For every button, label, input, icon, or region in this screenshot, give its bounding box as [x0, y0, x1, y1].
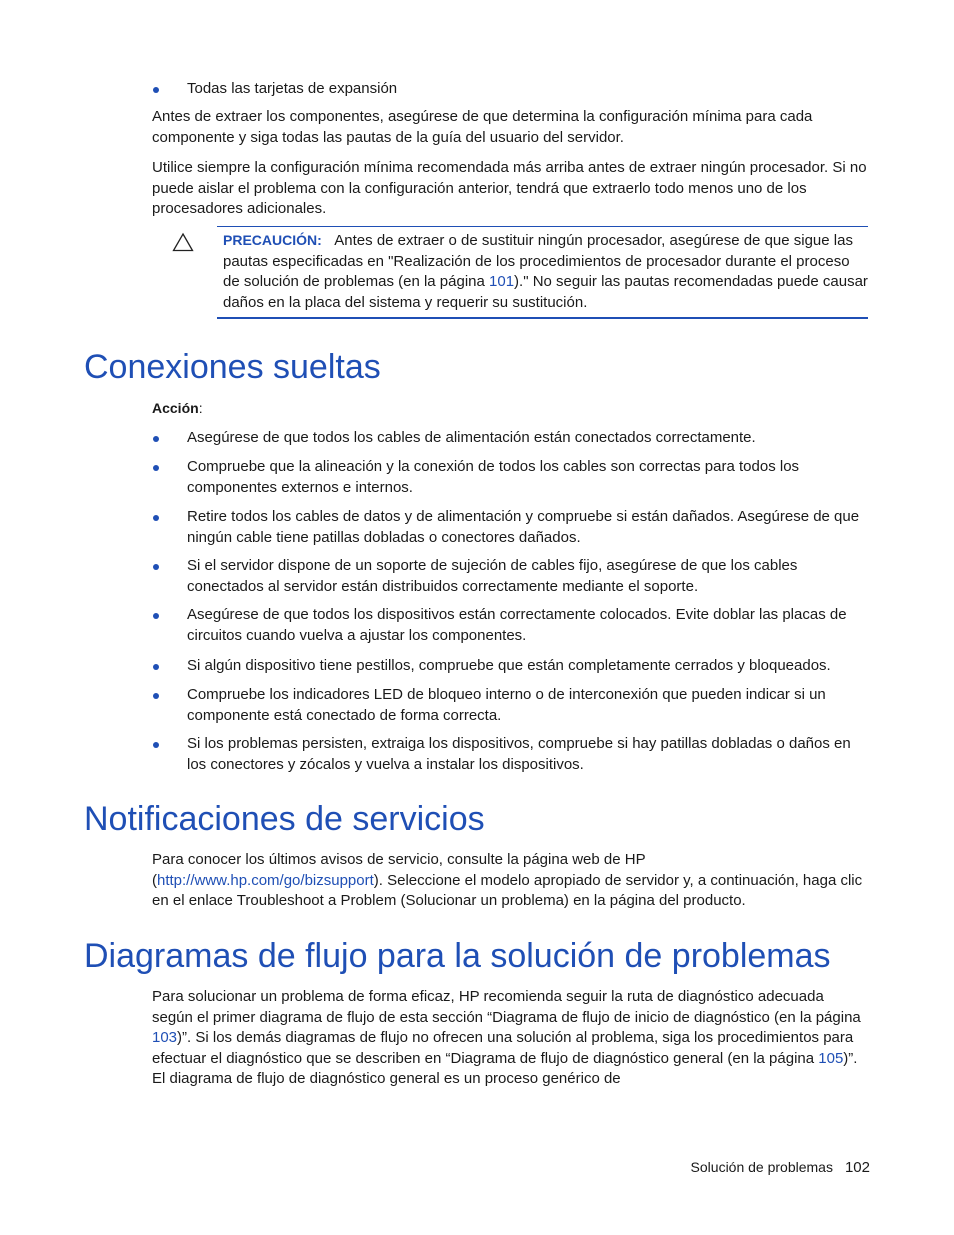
caution-text — [223, 230, 868, 313]
bullet-icon — [153, 613, 159, 619]
bullet-icon — [153, 515, 159, 521]
list-item-text: Asegúrese de que todos los dispositivos están correctamente colocados. Evite doblar las placas de circuitos cuando vuelva a ajustar los componentes. — [187, 606, 847, 644]
bullet-icon — [153, 693, 159, 699]
caution-label: PRECAUCIÓN: — [223, 232, 322, 248]
action-label: Acción: — [152, 400, 203, 416]
bullet-icon — [153, 742, 159, 748]
list-item-text: Asegúrese de que todos los cables de alimentación están conectados correctamente. — [187, 429, 756, 446]
section-heading: Notificaciones de servicios — [84, 800, 485, 838]
bullet-icon — [153, 664, 159, 670]
list-item-text: Si el servidor dispone de un soporte de sujeción de cables fijo, asegúrese de que los cables conectados al servidor están distribuidos correctamente mediante el soporte. — [187, 557, 798, 595]
list-item — [152, 79, 872, 100]
list-item — [152, 457, 872, 498]
list-item-text: Retire todos los cables de datos y de alimentación y compruebe si están dañados. Asegúrese de que ningún cable tiene patillas dobladas o conectores dañados. — [187, 508, 860, 546]
page-footer — [691, 1157, 870, 1178]
list-item — [152, 507, 872, 548]
page-number: 102 — [844, 1159, 870, 1176]
list-item — [152, 734, 872, 775]
paragraph: Utilice siempre la configuración mínima recomendada más arriba antes de extraer ningún procesador. Si no puede aislar el problema con la configuración anterior, tendrá que extraerlo todo menos uno de los procesadores adicionales. — [152, 159, 867, 218]
list-item — [152, 605, 872, 646]
list-item-text: Compruebe los indicadores LED de bloqueo interno o de interconexión que pueden indicar si un componente está conectado de forma correcta. — [187, 686, 826, 724]
bullet-icon — [153, 465, 159, 471]
page-link[interactable]: 105 — [818, 1049, 844, 1067]
paragraph: Para conocer los últimos avisos de servicio, consulte la página web de HP (http://www.hp.com/go/bizsupport). Seleccione el modelo apropiado de servidor y, a continuación, haga clic en el enlace Troubleshoot a Problem (Solucionar un problema) en la página del producto. — [152, 851, 863, 910]
list-item — [152, 656, 872, 677]
list-item-text: Si los problemas persisten, extraiga los dispositivos, compruebe si hay patillas dobladas o daños en los conectores y zócalos y vuelva a instalar los dispositivos. — [187, 735, 851, 773]
list-item — [152, 685, 872, 726]
list-item-text: Compruebe que la alineación y la conexión de todos los cables son correctas para todos los componentes externos e internos. — [187, 458, 800, 496]
bullet-icon — [153, 564, 159, 570]
caution-body-end: )." No seguir las pautas recomendadas puede causar daños en la placa del sistema y requerir su sustitución. — [223, 273, 868, 311]
caution-body: Antes de extraer o de sustituir ningún procesador, asegúrese de que sigue las pautas especificadas en "Realización de los procedimientos de procesador durante el proceso de solución de problemas (en la página — [223, 232, 853, 291]
list-item-text: Todas las tarjetas de expansión — [187, 80, 398, 97]
hp-support-link[interactable]: http://www.hp.com/go/bizsupport — [157, 871, 374, 889]
warning-triangle-icon — [172, 232, 194, 252]
paragraph: Antes de extraer los componentes, asegúrese de que determina la configuración mínima para cada componente y siga todas las pautas de la guía del usuario del servidor. — [152, 108, 813, 146]
bullet-icon — [153, 436, 159, 442]
footer-section-title: Solución de problemas — [690, 1159, 833, 1175]
bullet-icon — [153, 87, 159, 93]
list-item-text: Si algún dispositivo tiene pestillos, compruebe que están completamente cerrados y bloqueados. — [187, 657, 831, 674]
section-heading: Diagramas de flujo para la solución de problemas — [84, 937, 831, 975]
list-item — [152, 428, 872, 449]
page-link[interactable]: 101 — [489, 273, 515, 291]
page-link[interactable]: 103 — [152, 1029, 178, 1047]
list-item — [152, 556, 872, 597]
section-heading: Conexiones sueltas — [84, 348, 381, 386]
paragraph: Para solucionar un problema de forma eficaz, HP recomienda seguir la ruta de diagnóstico adecuada según el primer diagrama de flujo de esta sección “Diagrama de flujo de inicio de diagnóstico (en la página 103)”. Si los demás diagramas de flujo no ofrecen una solución al problema, siga los procedimientos para efectuar el diagnóstico que se describen en “Diagrama de flujo de diagnóstico general (en la página 105)”. El diagrama de flujo de diagnóstico general es un proceso genérico de — [152, 988, 861, 1088]
